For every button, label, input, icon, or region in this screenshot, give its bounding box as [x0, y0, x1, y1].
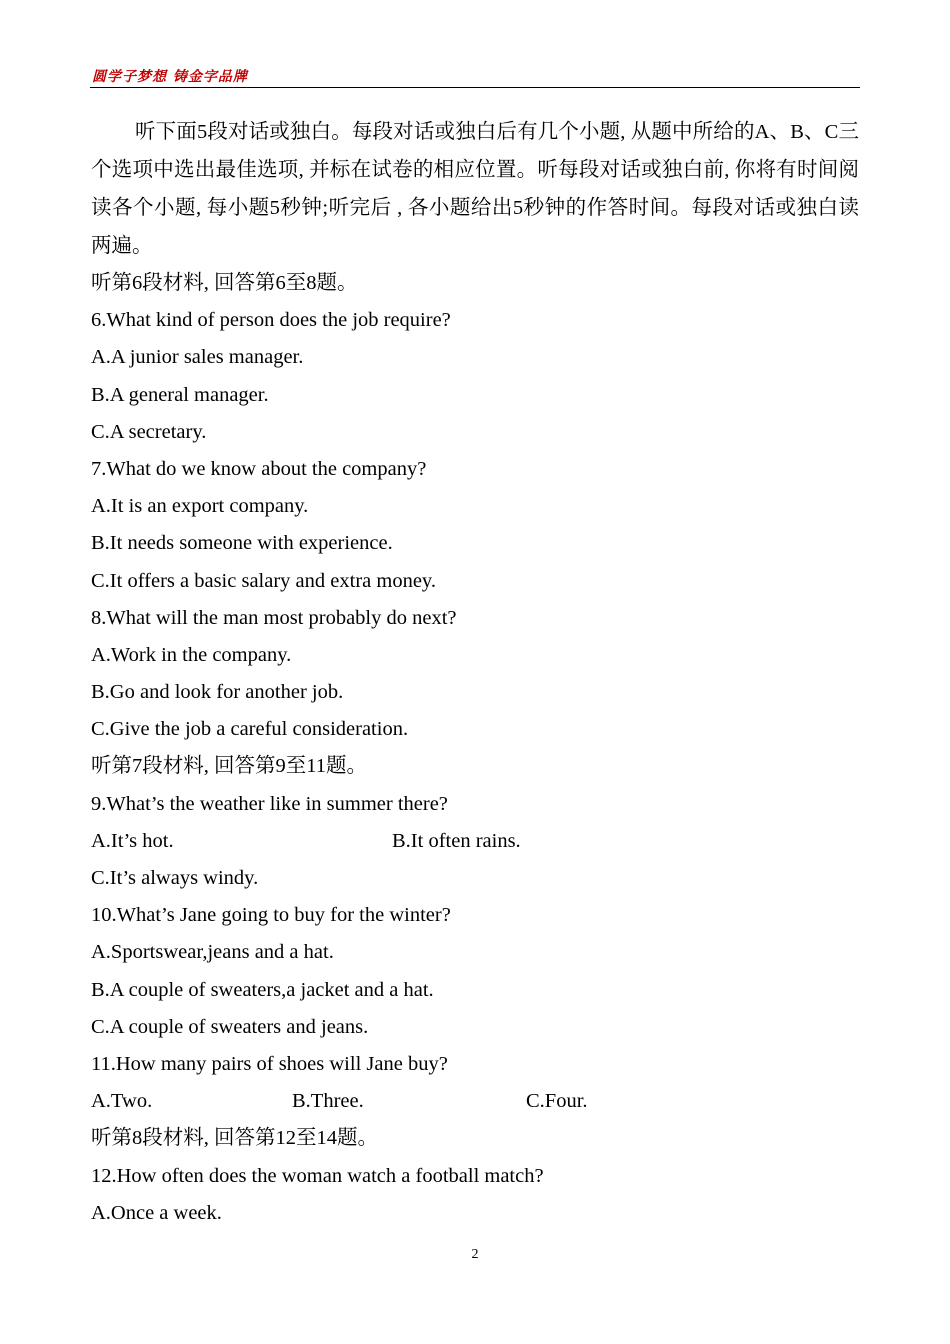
instructions-paragraph: 听下面5段对话或独白。每段对话或独白后有几个小题, 从题中所给的A、B、C三个选项中选出最佳选项, 并标在试卷的相应位置。听每段对话或独白前, 你将有时间阅读各个小题, 每小题5秒钟;听完后 , 各小题给出5秒钟的作答时间。每段对话或独白读两遍。 [91, 121, 859, 257]
header-rule [90, 87, 860, 88]
option-10b: B.A couple of sweaters,a jacket and a hat. [91, 978, 434, 1001]
question-11: 11.How many pairs of shoes will Jane buy? [91, 1052, 448, 1075]
question-12: 12.How often does the woman watch a football match? [91, 1164, 544, 1187]
question-10: 10.What’s Jane going to buy for the winter? [91, 904, 451, 927]
question-9: 9.What’s the weather like in summer there? [91, 792, 448, 815]
question-7: 7.What do we know about the company? [91, 457, 427, 480]
section-heading: 听第6段材料, 回答第6至8题。 [91, 272, 358, 294]
option-9c: C.It’s always windy. [91, 867, 259, 889]
option-7b: B.It needs someone with experience. [91, 532, 393, 555]
option-6b: B.A general manager. [91, 383, 269, 406]
option-8a: A.Work in the company. [91, 643, 292, 666]
option-11c: C.Four. [526, 1090, 588, 1113]
options-row-9 [91, 823, 859, 860]
option-9a: A.It’s hot. [91, 829, 174, 852]
question-6: 6.What kind of person does the job require? [91, 309, 451, 332]
option-11b: B.Three. [292, 1090, 364, 1113]
option-10c: C.A couple of sweaters and jeans. [91, 1015, 369, 1038]
option-9b: B.It often rains. [392, 829, 521, 852]
option-6c: C.A secretary. [91, 420, 207, 443]
option-11a: A.Two. [91, 1090, 153, 1113]
option-10a: A.Sportswear,jeans and a hat. [91, 941, 334, 964]
option-6a: A.A junior sales manager. [91, 346, 304, 369]
option-8b: B.Go and look for another job. [91, 681, 344, 704]
option-7c: C.It offers a basic salary and extra money. [91, 569, 436, 592]
section-heading: 听第7段材料, 回答第9至11题。 [91, 755, 367, 778]
page-number: 2 [471, 1247, 479, 1262]
question-8: 8.What will the man most probably do next? [91, 606, 457, 629]
option-12a: A.Once a week. [91, 1201, 222, 1224]
section-heading: 听第8段材料, 回答第12至14题。 [91, 1127, 378, 1150]
option-7a: A.It is an export company. [91, 495, 309, 518]
options-row-11 [91, 1083, 859, 1120]
page-content [91, 113, 859, 1232]
option-8c: C.Give the job a careful consideration. [91, 718, 409, 741]
header-slogan: 圆学子梦想 铸金字品牌 [92, 69, 248, 85]
